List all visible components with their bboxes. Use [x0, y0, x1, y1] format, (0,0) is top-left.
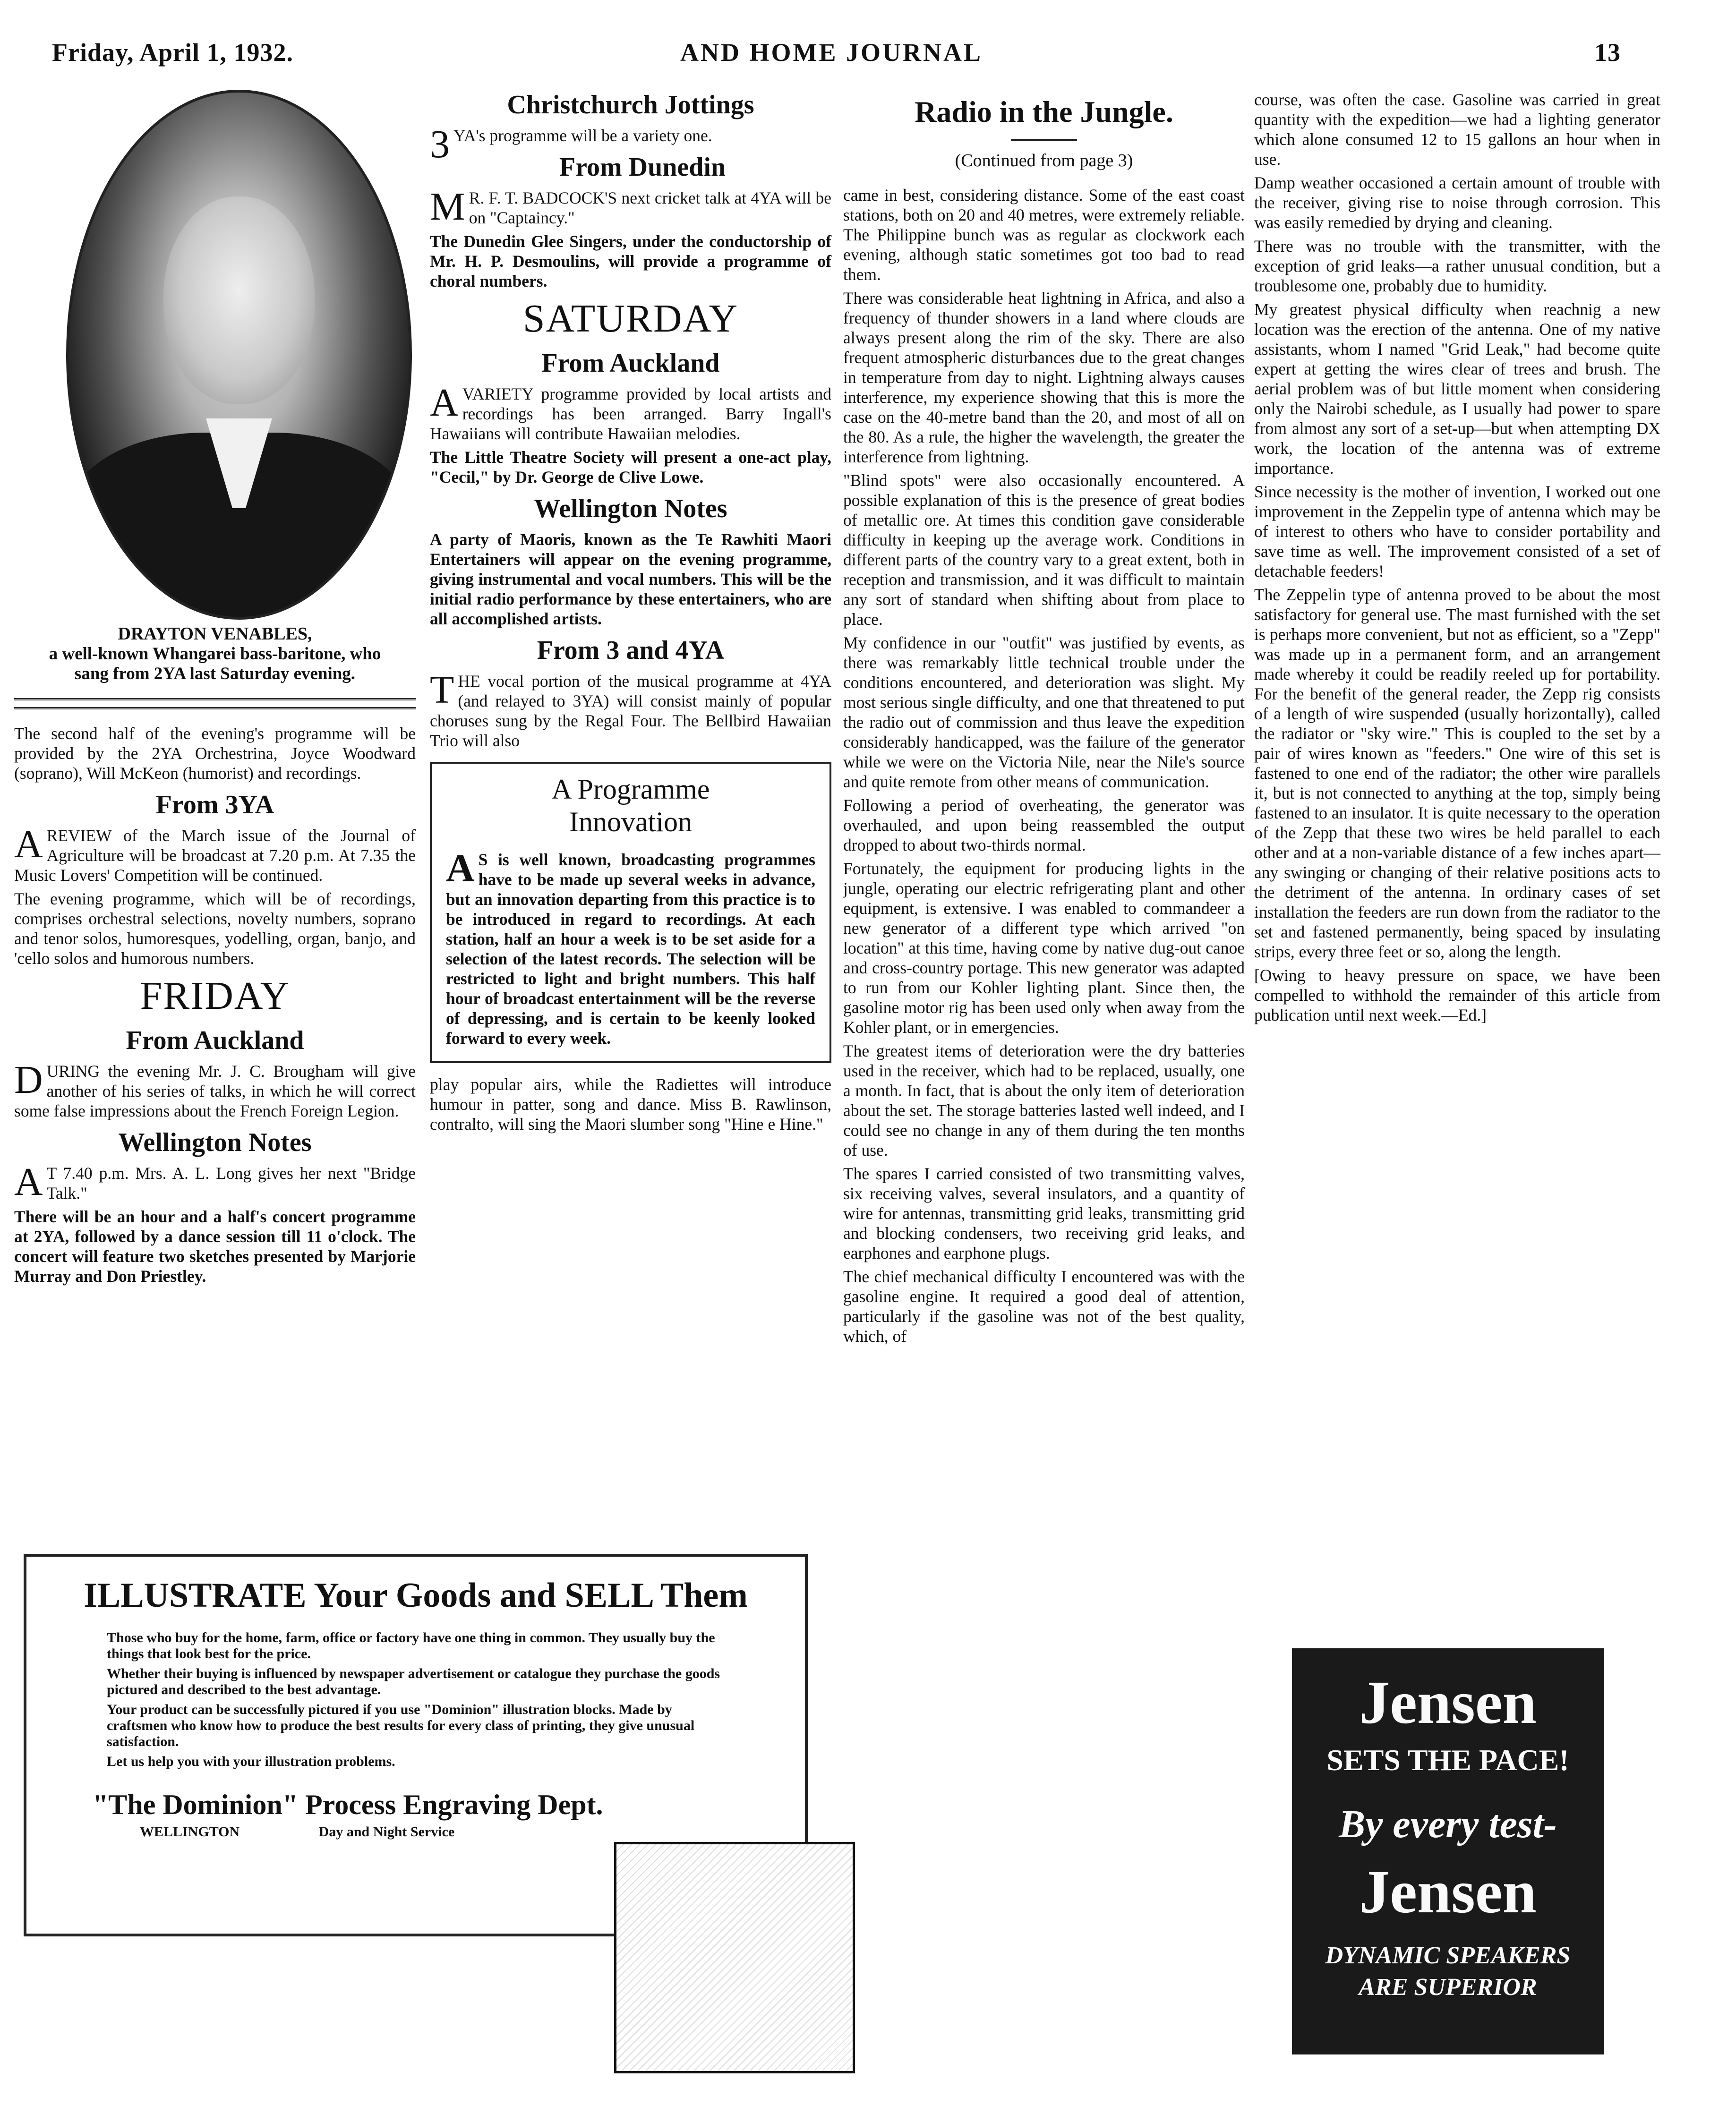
column-2 — [430, 90, 831, 1138]
heading-christchurch: Christchurch Jottings — [507, 90, 754, 119]
box-title: Innovation — [569, 806, 692, 837]
continued-note: (Continued from page 3) — [955, 151, 1133, 170]
jensen-tagline: ARE SUPERIOR — [1359, 1974, 1537, 2001]
jensen-slogan: SETS THE PACE! — [1326, 1743, 1569, 1777]
paragraph: came in best, considering distance. Some of the east coast stations, both on 20 and 40 metres, were extremely reliable. The Philippine bunch was as regular as clockwork each evening, although static sometimes got too bad to read them. — [843, 186, 1245, 284]
paragraph: There will be an hour and a half's concert programme at 2YA, followed by a dance session till 11 o'clock. The concert will feature two sketches presented by Marjorie Murray and Don Priestley. — [14, 1207, 416, 1286]
heading-wellington-notes: Wellington Notes — [534, 494, 727, 523]
header-page-number: 13 — [1594, 38, 1621, 67]
paragraph: The second half of the evening's programme will be provided by the 2YA Orchestrina, Joyce Woodward (soprano), Will McKeon (humorist) and recordings. — [14, 724, 416, 783]
paragraph: The greatest items of deterioration were the dry batteries used in the receiver, which had to be replaced, usually, one a month. In fact, that is about the only item of deterioration about the set. The storage batteries lasted well indeed, and I could see no change in any of them during the ten months of use. — [843, 1041, 1245, 1159]
jensen-logo: Jensen — [1359, 1669, 1537, 1737]
paragraph: A party of Maoris, known as the Te Rawhiti Maori Entertainers will appear on the evening programme, giving instrumental and vocal numbers. This will be the initial radio performance by these entertainers, who are all accomplished artists. — [430, 530, 831, 628]
paragraph: Damp weather occasioned a certain amount of trouble with the receiver, giving rise to noise through corrosion. This was easily remedied by drying and cleaning. — [1254, 173, 1660, 232]
paragraph: The evening programme, which will be of recordings, comprises orchestral selections, novelty numbers, soprano and tenor solos, humoresques, yodelling, organ, banjo, and 'cello solos and humorous numbers. — [14, 889, 416, 968]
header-date: Friday, April 1, 1932. — [52, 38, 294, 67]
column-1 — [14, 623, 416, 1290]
ad-department: "The Dominion" Process Engraving Dept. — [93, 1789, 603, 1820]
ad-text: Let us help you with your illustration problems. — [107, 1754, 395, 1769]
heading-from-auckland: From Auckland — [126, 1026, 304, 1055]
portrait-photo — [66, 90, 412, 620]
paragraph: Following a period of overheating, the generator was overhauled, and upon being reassembled the output dropped to about two-thirds normal. — [843, 796, 1245, 854]
paragraph: My confidence in our "outfit" was justified by events, as there was remarkably little technical trouble under the conditions encountered, and deterioration was slight. My most serious single difficulty, and one that threatened to put the radio out of commission and thus leave the expedition considerably handicapped, was the failure of the generator while we were on the Victoria Nile, near the Nile's source and quite remote from other means of communication. — [843, 633, 1245, 791]
divider — [14, 698, 416, 709]
heading-wellington-notes: Wellington Notes — [118, 1128, 312, 1157]
ad-text: Whether their buying is influenced by newspaper advertisement or catalogue they purchase the goods pictured and described to the best advantage. — [107, 1666, 720, 1697]
header-journal-title: AND HOME JOURNAL — [680, 38, 983, 67]
paragraph: The Little Theatre Society will present a one-act play, "Cecil," by Dr. George de Clive Lowe. — [430, 448, 831, 486]
heading-from-3ya: From 3YA — [155, 790, 274, 819]
ad-headline: ILLUSTRATE Your Goods and SELL Them — [84, 1576, 748, 1615]
ad-text: Those who buy for the home, farm, office or factory have one thing in common. They usually buy the things that look best for the price. — [107, 1630, 715, 1662]
paragraph: play popular airs, while the Radiettes will introduce humour in patter, song and dance. Miss B. Rawlinson, contralto, will sing the Maori slumber song "Hine e Hine." — [430, 1075, 831, 1134]
paragraph: AREVIEW of the March issue of the Journal of Agriculture will be broadcast at 7.20 p.m. At 7.35 the Music Lovers' Competition will be continued. — [14, 822, 416, 885]
paragraph: The Zeppelin type of antenna proved to be about the most satisfactory for general use. The mast furnished with the set is perhaps more convenient, but not as efficient, so a "Zepp" was made up in a permanent form, and an arrangement made whereby it could be readily reeled up for portability. For the benefit of the general reader, the Zepp rig consists of a length of wire suspended (usually horizontally), called the radiator or "sky wire." This is coupled to the set by a pair of wires known as "feeders." One wire of this set is fastened to one end of the radiator; the other wire parallels it, but is not connected to anything at the top, simply being fastened to an insulator. It is quite necessary to the operation of the Zepp that these two wires be held parallel to each other and at a non-variable distance of a few inches apart—any swinging or changing of their relative positions acts to the detriment of the antenna. In ordinary cases of set installation the feeders are run down from the radiator to the set and fastened permanently, being spaced by insulating strips, every three feet or so, along the length. — [1254, 585, 1660, 961]
paragraph: My greatest physical difficulty when reachnig a new location was the erection of the antenna. One of my native assistants, whom I named "Grid Leak," had become quite expert at getting the wires clear of trees and brush. The aerial problem was of but little moment when considering only the Nairobi schedule, as I usually had power to spare from almost any sort of a set-up—but when attempting DX work, the location of the antenna was of extreme importance. — [1254, 300, 1660, 477]
paragraph: AVARIETY programme provided by local artists and recordings has been arranged. Barry Ingall's Hawaiians will contribute Hawaiian melodies. — [430, 381, 831, 443]
paragraph: 3YA's programme will be a variety one. — [430, 122, 712, 166]
article-title: Radio in the Jungle. — [915, 95, 1173, 128]
portrait-face — [163, 196, 315, 404]
heading-friday: FRIDAY — [140, 974, 290, 1018]
paragraph: THE vocal portion of the musical programme at 4YA (and relayed to 3YA) will consist mainly of popular choruses sung by the Regal Four. The Bellbird Hawaiian Trio will also — [430, 668, 831, 750]
paragraph: The spares I carried consisted of two transmitting valves, six receiving valves, several insulators, and a quantity of wire for antennas, transmitting grid leaks, transmitting grid and blocking condensers, two receiving grid leaks, and earphones and earphone plugs. — [843, 1164, 1245, 1262]
paragraph: Fortunately, the equipment for producing lights in the jungle, operating our electric refrigerating plant and other equipment, is extensive. I was enabled to commandeer a new generator of a different type which arrived "on location" at this time, having come by native dug-out canoe and cross-country portage. This new generator was adapted to run from our Kohler lighting plant. Since then, the gasoline motor rig has been used only when away from the Kohler plant, or in emergencies. — [843, 859, 1245, 1037]
heading-from-dunedin: From Dunedin — [559, 153, 726, 182]
paragraph: The Dunedin Glee Singers, under the conductorship of Mr. H. P. Desmoulins, will provide a programme of choral numbers. — [430, 232, 831, 290]
programme-innovation-box — [430, 762, 831, 1063]
heading-from-3-and-4ya: From 3 and 4YA — [537, 636, 725, 665]
column-3 — [843, 90, 1245, 1350]
caption-name: DRAYTON VENABLES, — [118, 624, 312, 644]
paragraph: DURING the evening Mr. J. C. Brougham will give another of his series of talks, in which he will correct some false impressions about the French Foreign Legion. — [14, 1058, 416, 1120]
engraving-sketch-illustration — [614, 1842, 855, 2073]
box-text: AS is well known, broadcasting programmes have to be made up several weeks in advance, but an innovation departing from this practice is to be introduced in regard to recordings. At each station, half an hour a week is to be set aside for a selection of the latest records. The selection will be restricted to light and bright numbers. This half hour of broadcast entertainment will be the reverse of depressing, and is certain to be keenly looked forward to every week. — [446, 846, 815, 1048]
ad-city: WELLINGTON — [140, 1824, 240, 1840]
jensen-tagline: DYNAMIC SPEAKERS — [1325, 1942, 1571, 1969]
caption-text: a well-known Whangarei bass-baritone, who sang from 2YA last Saturday evening. — [49, 644, 381, 683]
paragraph: AT 7.40 p.m. Mrs. A. L. Long gives her next "Bridge Talk." — [14, 1160, 416, 1204]
paragraph: There was considerable heat lightning in Africa, and also a frequency of thunder showers in a land where clouds are always present along the rim of the sky. There are also frequent atmospheric disturbances due to the great changes in temperature from day to night. Lightning always causes interference, my experience showing that this is more the case on the 40-metre band than the 20, and most of all on the 80. As a rule, the higher the wavelength, the greater the interference from lightning. — [843, 289, 1245, 466]
jensen-slogan: By every test- — [1339, 1802, 1557, 1846]
jensen-logo: Jensen — [1359, 1858, 1537, 1926]
paragraph: The chief mechanical difficulty I encountered was with the gasoline engine. It required a good deal of attention, particularly if the gasoline was not of the best quality, which, of — [843, 1267, 1245, 1346]
ad-service: Day and Night Service — [318, 1824, 455, 1840]
paragraph: course, was often the case. Gasoline was carried in great quantity with the expedition—we had a lighting generator which alone consumed 12 to 15 gallons an hour when in use. — [1254, 90, 1660, 169]
heading-from-auckland: From Auckland — [541, 349, 720, 378]
editor-note: [Owing to heavy pressure on space, we have been compelled to withhold the remainder of this article from publication until next week.—Ed.] — [1254, 966, 1660, 1024]
paragraph: MR. F. T. BADCOCK'S next cricket talk at 4YA will be on "Captaincy." — [430, 185, 831, 229]
jensen-advertisement — [1292, 1648, 1604, 2054]
title-rule — [1011, 139, 1077, 141]
paragraph: "Blind spots" were also occasionally encountered. A possible explanation of this is the presence of great bodies of metallic ore. At times this condition gave considerable difficulty in keeping up the average work. Conditions in different parts of the country vary to a great extent, both in reception and transmission, and it was difficult to maintain any sort of standard when shifting about from place to place. — [843, 471, 1245, 629]
heading-saturday: SATURDAY — [522, 297, 739, 341]
box-title: A Programme — [551, 774, 710, 805]
paragraph: There was no trouble with the transmitter, with the exception of grid leaks—a rather unusual condition, but a troublesome one, probably due to humidity. — [1254, 237, 1660, 295]
paragraph: Since necessity is the mother of invention, I worked out one improvement in the Zeppelin type of antenna which may be of interest to others who have to consider portability and save time as well. The improvement consisted of a set of detachable feeders! — [1254, 482, 1660, 580]
column-4 — [1254, 90, 1660, 1029]
ad-text: Your product can be successfully pictured if you use "Dominion" illustration blocks. Made by craftsmen who know how to produce the best results for every class of printing, they give unusual satisfaction. — [107, 1702, 695, 1749]
